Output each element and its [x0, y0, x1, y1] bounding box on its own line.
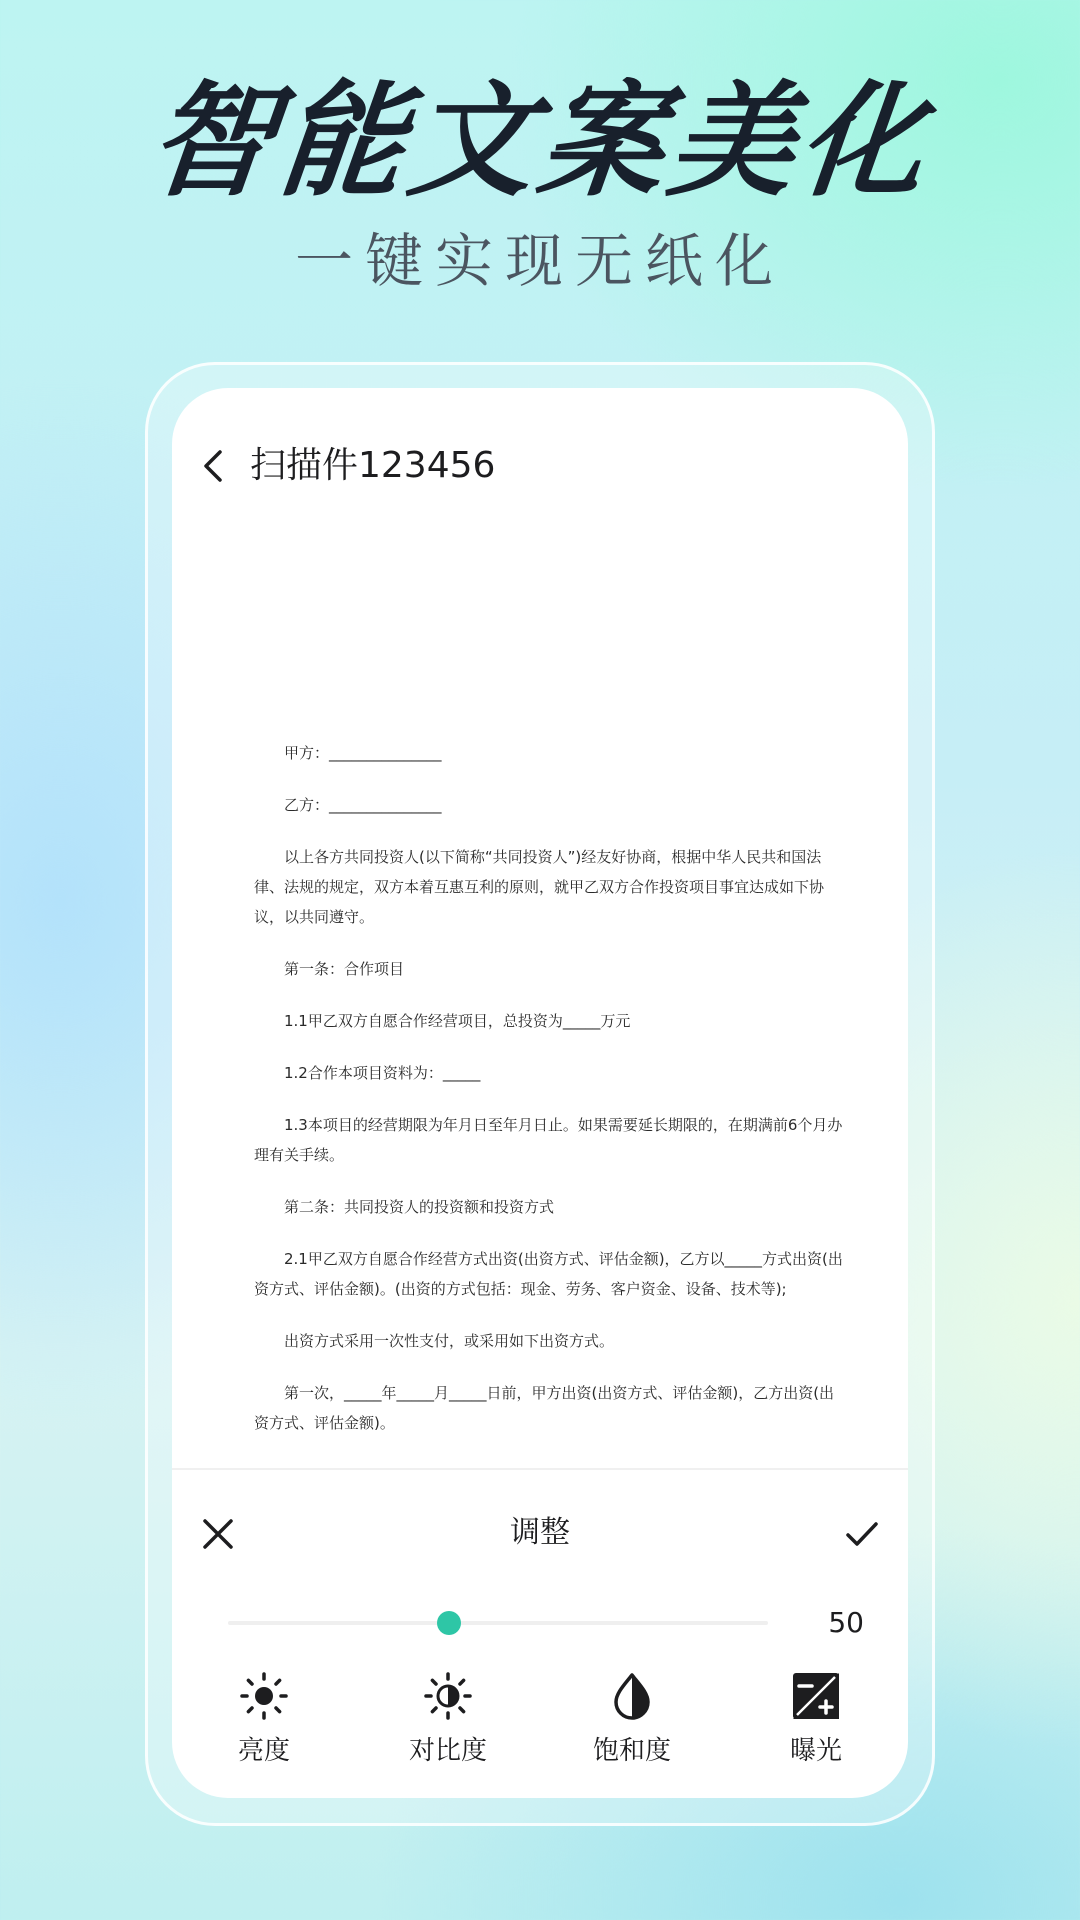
document-paragraph: 以上各方共同投资人(以下简称“共同投资人”)经友好协商，根据中华人民共和国法律、法规的规定，双方本着互惠互利的原则，就甲乙双方合作投资项目事宜达成如下协议，以共同遵守。	[254, 848, 825, 926]
document-paragraph: 1.3本项目的经营期限为年月日至年月日止。如果需要延长期限的，在期满前6个月办理有关手续。	[254, 1116, 843, 1164]
promo-headline: 智能文案美化	[142, 70, 938, 214]
exposure-icon	[790, 1670, 842, 1722]
brightness-icon	[238, 1670, 290, 1722]
tool-saturation[interactable]	[540, 1670, 724, 1790]
document-paragraph: 第一条：合作项目	[284, 960, 405, 978]
close-icon[interactable]	[200, 1516, 236, 1552]
saturation-icon	[606, 1670, 658, 1722]
page-title: 扫描件123456	[250, 445, 496, 486]
document-preview	[254, 738, 846, 1460]
adjust-title: 调整	[510, 1515, 570, 1550]
document-paragraph: 2.1甲乙双方自愿合作经营方式出资(出资方式、评估金额)，乙方以_____方式出资(出资方式、评估金额)。(出资的方式包括：现金、劳务、客户资金、设备、技术等);	[254, 1250, 843, 1298]
app-screen	[172, 388, 908, 1798]
document-paragraph: 第一次，_____年_____月_____日前，甲方出资(出资方式、评估金额)，乙方出资(出资方式、评估金额)。	[254, 1384, 835, 1432]
document-paragraph: 1.2合作本项目资料为：_____	[284, 1064, 481, 1082]
document-paragraph: 出资方式采用一次性支付，或采用如下出资方式。	[284, 1332, 615, 1350]
document-paragraph: 乙方：_______________	[284, 796, 442, 814]
tool-contrast[interactable]	[356, 1670, 540, 1790]
tool-label: 亮度	[237, 1736, 290, 1766]
slider-track[interactable]	[228, 1621, 768, 1625]
document-paragraph: 1.1甲乙双方自愿合作经营项目，总投资为_____万元	[284, 1012, 631, 1030]
promo-subheadline: 一键实现无纸化	[294, 227, 785, 295]
nav-bar	[172, 428, 908, 508]
document-paragraph: 第二条：共同投资人的投资额和投资方式	[284, 1198, 555, 1216]
contrast-icon	[422, 1670, 474, 1722]
adjust-tools	[172, 1670, 908, 1790]
document-paragraph: 甲方：_______________	[284, 744, 442, 762]
tool-label: 对比度	[408, 1736, 487, 1766]
tool-label: 曝光	[789, 1736, 842, 1766]
checkmark-icon[interactable]	[844, 1516, 880, 1552]
panel-divider	[172, 1468, 908, 1470]
tool-brightness[interactable]	[172, 1670, 356, 1790]
slider-value: 50	[828, 1606, 864, 1639]
tool-label: 饱和度	[592, 1736, 671, 1766]
slider-thumb[interactable]	[437, 1611, 461, 1635]
adjust-panel-header	[172, 1498, 908, 1568]
adjust-slider[interactable]	[228, 1608, 768, 1638]
tool-exposure[interactable]	[724, 1670, 908, 1790]
back-arrow-icon[interactable]	[194, 446, 234, 486]
